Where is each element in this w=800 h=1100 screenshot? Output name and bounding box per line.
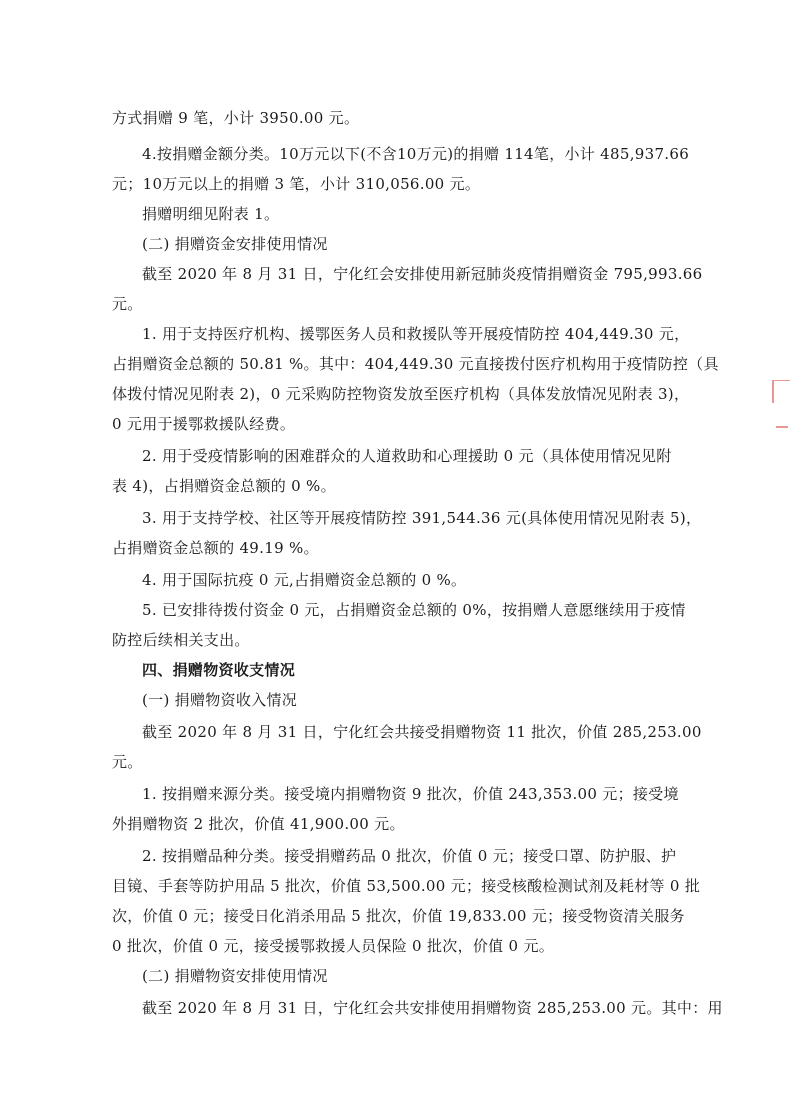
chapter-heading: 四、捐赠物资收支情况 [142,661,296,679]
text-line: 0 批次，价值 0 元，接受援鄂救援人员保险 0 批次，价值 0 元。 [112,937,555,955]
text-line: 目镜、手套等防护用品 5 批次，价值 53,500.00 元；接受核酸检测试剂及耗材等 0 批 [112,877,701,895]
text-line: 0 元用于援鄂救援队经费。 [112,415,296,433]
text-line: 外捐赠物资 2 批次，价值 41,900.00 元。 [112,815,405,833]
text-line: 3. 用于支持学校、社区等开展疫情防控 391,544.36 元(具体使用情况见附表 5)， [142,509,702,527]
text-line: 元。 [112,753,143,771]
text-line: 截至 2020 年 8 月 31 日，宁化红会共接受捐赠物资 11 批次，价值 285,253.00 [142,723,702,741]
section-heading: (二) 捐赠物资安排使用情况 [142,967,328,985]
text-line: 次，价值 0 元；接受日化消杀用品 5 批次，价值 19,833.00 元；接受物资清关服务 [112,907,685,925]
text-line: 1. 按捐赠来源分类。接受境内捐赠物资 9 批次，价值 243,353.00 元；接受境 [142,785,679,803]
text-line: 表 4)，占捐赠资金总额的 0 %。 [112,477,336,495]
text-line: 1. 用于支持医疗机构、援鄂医务人员和救援队等开展疫情防控 404,449.30 元， [142,325,690,343]
text-line: 元；10万元以上的捐赠 3 笔，小计 310,056.00 元。 [112,175,481,193]
seal-edge-mark [776,426,788,428]
text-line: 截至 2020 年 8 月 31 日，宁化红会安排使用新冠肺炎疫情捐赠资金 795,993.66 [142,265,703,283]
text-line: 元。 [112,295,143,313]
text-line: 2. 按捐赠品种分类。接受捐赠药品 0 批次，价值 0 元；接受口罩、防护服、护 [142,847,677,865]
text-line: 4. 用于国际抗疫 0 元,占捐赠资金总额的 0 %。 [142,571,467,589]
text-line: 5. 已安排待拨付资金 0 元，占捐赠资金总额的 0%，按捐赠人意愿继续用于疫情 [142,601,686,619]
text-line: 捐赠明细见附表 1。 [142,205,280,223]
text-line: 防控后续相关支出。 [112,631,250,649]
text-line: 方式捐赠 9 笔，小计 3950.00 元。 [112,109,360,127]
text-line: 截至 2020 年 8 月 31 日，宁化红会共安排使用捐赠物资 285,253.00 元。其中：用 [142,999,723,1017]
text-line: 占捐赠资金总额的 50.81 %。其中：404,449.30 元直接拨付医疗机构用于疫情防控（具 [112,355,719,373]
text-line: 占捐赠资金总额的 49.19 %。 [112,539,319,557]
text-line: 2. 用于受疫情影响的困难群众的人道救助和心理援助 0 元（具体使用情况见附 [142,447,672,465]
section-heading: (一) 捐赠物资收入情况 [142,691,298,709]
seal-edge-mark [772,380,790,403]
text-line: 4.按捐赠金额分类。10万元以下(不含10万元)的捐赠 114笔，小计 485,937.66 [142,145,690,163]
text-line: 体拨付情况见附表 2)，0 元采购防控物资发放至医疗机构（具体发放情况见附表 3)， [112,385,690,403]
section-heading: (二) 捐赠资金安排使用情况 [142,235,328,253]
